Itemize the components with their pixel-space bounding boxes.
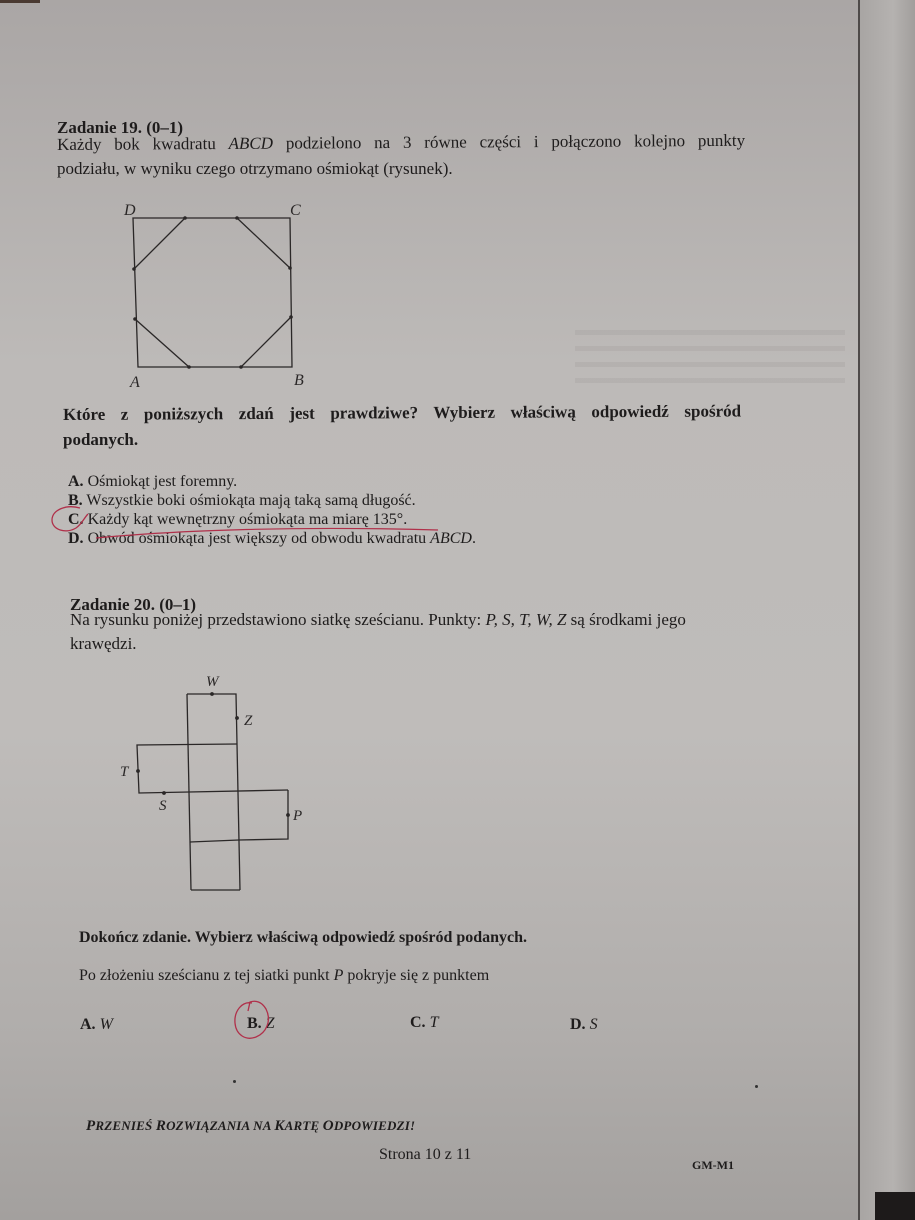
next-page-edge xyxy=(860,0,915,1220)
task19-intro-line1: Każdy bok kwadratu ABCD podzielono na 3 równe części i połączono kolejno punkty xyxy=(57,130,746,154)
square-octagon-figure xyxy=(110,195,320,395)
label-Z: Z xyxy=(244,713,253,729)
label-A: A xyxy=(130,374,140,391)
task19-question-line2: podanych. xyxy=(63,430,139,449)
task19-option-b[interactable]: B. Wszystkie boki ośmiokąta mają taką samą długość. xyxy=(68,492,416,509)
page-number: Strona 10 z 11 xyxy=(379,1146,472,1163)
stray-dot xyxy=(233,1080,236,1083)
task19-option-d[interactable]: D. Obwód ośmiokąta jest większy od obwodu kwadratu ABCD. xyxy=(68,530,476,547)
task20-intro-line2: krawędzi. xyxy=(70,634,137,653)
show-through xyxy=(575,330,845,390)
task19-title: Zadanie 19. (0–1) xyxy=(57,118,184,137)
task20-option-d[interactable]: D. S xyxy=(570,1016,598,1033)
task20-option-a[interactable]: A. W xyxy=(80,1016,113,1033)
label-T: T xyxy=(120,764,129,780)
cube-net-figure xyxy=(110,665,310,895)
label-P: P xyxy=(293,808,303,824)
task19-intro-line2: podziału, w wyniku czego otrzymano ośmiokąt (rysunek). xyxy=(57,159,453,178)
task20-instruction: Dokończ zdanie. Wybierz właściwą odpowiedź spośród podanych. xyxy=(79,929,528,946)
label-D: D xyxy=(124,202,136,219)
task20-option-c[interactable]: C. T xyxy=(410,1014,439,1031)
footer-transfer-notice: PRZENIEŚ ROZWIĄZANIA NA KARTĘ ODPOWIEDZI! xyxy=(86,1118,416,1134)
square-abcd xyxy=(133,218,292,367)
label-B: B xyxy=(294,372,304,389)
corner-shadow xyxy=(0,0,40,3)
exam-code: GM-M1 xyxy=(692,1158,734,1172)
task19-option-a[interactable]: A. Ośmiokąt jest foremny. xyxy=(68,473,238,490)
task20-option-b[interactable]: B. Z xyxy=(247,1015,275,1032)
label-W: W xyxy=(206,674,219,690)
task20-intro-line1: Na rysunku poniżej przedstawiono siatkę sześcianu. Punkty: P, S, T, W, Z są środkami jego xyxy=(70,610,686,629)
task20-sentence: Po złożeniu sześcianu z tej siatki punkt P pokryje się z punktem xyxy=(79,967,490,984)
task20-title: Zadanie 20. (0–1) xyxy=(70,595,197,614)
corner-shadow-bottom xyxy=(875,1192,915,1220)
stray-dot xyxy=(755,1085,758,1088)
task19-option-c[interactable]: C. Każdy kąt wewnętrzny ośmiokąta ma miarę 135°. xyxy=(68,511,408,528)
label-S: S xyxy=(159,798,167,814)
task19-question-line1: Które z poniższych zdań jest prawdziwe? Wybierz właściwą odpowiedź spośród xyxy=(63,401,742,424)
label-C: C xyxy=(290,202,301,219)
